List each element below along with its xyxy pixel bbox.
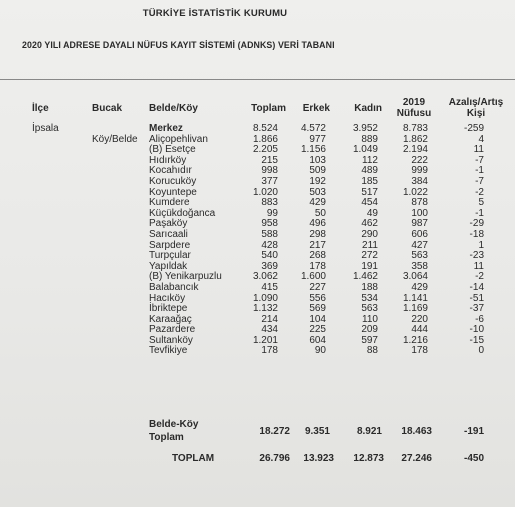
table-cell-kadin: 211 — [362, 239, 378, 251]
table-cell-toplam: 8.524 — [252, 123, 278, 134]
table-cell-toplam: 540 — [261, 250, 278, 262]
table-cell-erkek: 192 — [309, 175, 326, 187]
table-cell-name: Yapıldak — [149, 260, 188, 272]
table-cell-fark: -259 — [463, 123, 484, 134]
table-cell-n2019: 563 — [411, 250, 428, 262]
grand-total-kadin: 12.873 — [353, 453, 384, 464]
table-cell-kadin: 110 — [362, 313, 378, 325]
table-cell-fark: 11 — [473, 260, 484, 272]
table-cell-name: Küçükdoğanca — [149, 207, 216, 219]
table-cell-fark: -1 — [475, 207, 484, 219]
table-cell-kadin: 597 — [361, 334, 378, 346]
table-cell-erkek: 977 — [309, 133, 326, 145]
table-cell-erkek: 225 — [309, 324, 326, 336]
table-cell-toplam: 178 — [261, 345, 278, 357]
table-cell-toplam: 1.866 — [252, 133, 278, 145]
col-header-2019-line1: 2019 — [402, 97, 426, 108]
toplam-column — [236, 124, 278, 357]
col-header-bucak: Bucak — [92, 103, 123, 114]
table-cell-toplam: 958 — [261, 218, 278, 230]
belde-koy-column — [149, 124, 222, 357]
table-cell-fark: 4 — [478, 133, 484, 145]
belde-koy-total-kadin: 8.921 — [356, 426, 382, 437]
table-cell-n2019: 987 — [411, 218, 428, 230]
belde-koy-total-label-2: Toplam — [149, 432, 184, 443]
table-cell-toplam: 998 — [261, 165, 278, 177]
table-cell-name: Tevfikiye — [149, 345, 188, 357]
table-cell-kadin: 272 — [361, 250, 378, 262]
table-cell-n2019: 8.783 — [402, 123, 428, 134]
grand-total-fark: -450 — [463, 453, 484, 464]
table-cell-name: Hıdırköy — [149, 154, 187, 166]
table-cell-name: Paşaköy — [149, 218, 188, 230]
col-header-azalis-line1: Azalış/Artış — [448, 97, 504, 108]
table-cell-erkek: 217 — [309, 239, 326, 251]
col-header-azalis-line2: Kişi — [466, 108, 486, 119]
table-cell-n2019: 878 — [411, 197, 428, 209]
table-cell-n2019: 384 — [411, 175, 428, 187]
belde-koy-total-erkek: 9.351 — [304, 426, 330, 437]
table-cell-erkek: 268 — [309, 250, 326, 262]
table-cell-toplam: 434 — [261, 324, 278, 336]
table-cell-n2019: 1.216 — [402, 334, 428, 346]
table-cell-erkek: 429 — [309, 197, 326, 209]
table-cell-toplam: 99 — [266, 207, 278, 219]
col-header-ilce: İlçe — [32, 103, 49, 114]
col-header-kadin: Kadın — [354, 103, 382, 114]
grand-total-2019: 27.246 — [401, 453, 432, 464]
table-cell-kadin: 185 — [361, 175, 378, 187]
table-cell-erkek: 90 — [314, 345, 326, 357]
table-cell-erkek: 496 — [309, 218, 326, 230]
table-cell-kadin: 454 — [361, 197, 378, 209]
table-cell-kadin: 1.462 — [352, 271, 378, 283]
table-cell-fark: 5 — [478, 197, 484, 209]
table-cell-kadin: 889 — [361, 133, 378, 145]
table-cell-name: (B) Yenikarpuzlu — [149, 271, 222, 283]
table-cell-kadin: 188 — [361, 281, 378, 293]
table-cell-toplam: 588 — [261, 228, 278, 240]
table-cell-fark: -6 — [475, 313, 484, 325]
table-cell-toplam: 214 — [261, 313, 278, 325]
table-cell-kadin: 1.049 — [352, 144, 378, 156]
table-cell-fark: -2 — [475, 186, 484, 198]
table-cell-name: Koyuntepe — [149, 186, 197, 198]
table-cell-kadin: 462 — [361, 218, 378, 230]
table-cell-toplam: 1.090 — [252, 292, 278, 304]
table-cell-erkek: 50 — [314, 207, 326, 219]
table-cell-toplam: 415 — [261, 281, 278, 293]
table-cell-name: Balabancık — [149, 281, 199, 293]
table-cell-n2019: 222 — [411, 154, 428, 166]
table-cell-erkek: 298 — [309, 228, 326, 240]
table-cell-fark: 11 — [473, 144, 484, 156]
table-cell-toplam: 1.132 — [252, 303, 278, 315]
table-cell-fark: -15 — [469, 334, 484, 346]
table-cell-toplam: 3.062 — [252, 271, 278, 283]
table-cell-name: Hacıköy — [149, 292, 186, 304]
table-cell-n2019: 444 — [411, 324, 428, 336]
col-header-belde-koy: Belde/Köy — [149, 103, 198, 114]
table-cell-kadin: 191 — [361, 260, 378, 272]
table-cell-n2019: 999 — [411, 165, 428, 177]
table-cell-fark: -51 — [469, 292, 484, 304]
table-cell-name: İbriktepe — [149, 303, 188, 315]
table-cell-n2019: 1.862 — [402, 133, 428, 145]
table-cell-erkek: 569 — [309, 303, 326, 315]
table-cell-kadin: 112 — [362, 154, 378, 166]
grand-total-label: TOPLAM — [172, 453, 215, 464]
table-cell-erkek: 509 — [309, 165, 326, 177]
grand-total-erkek: 13.923 — [303, 453, 334, 464]
table-cell-n2019: 1.022 — [402, 186, 428, 198]
bucak-value: Köy/Belde — [92, 134, 138, 145]
kadin-column — [338, 124, 378, 357]
table-cell-toplam: 2.205 — [252, 144, 278, 156]
belde-koy-total-2019: 18.463 — [401, 426, 432, 437]
grand-total-toplam: 26.796 — [259, 453, 290, 464]
table-cell-n2019: 358 — [411, 260, 428, 272]
belde-koy-total-label-1: Belde-Köy — [149, 419, 199, 430]
azalis-artis-column — [440, 124, 484, 357]
table-cell-fark: -14 — [469, 281, 484, 293]
table-cell-fark: -29 — [469, 218, 484, 230]
table-cell-erkek: 4.572 — [300, 123, 326, 134]
table-cell-fark: -10 — [469, 324, 484, 336]
table-cell-fark: -7 — [475, 154, 484, 166]
table-cell-kadin: 290 — [361, 228, 378, 240]
table-cell-erkek: 1.156 — [300, 144, 326, 156]
table-cell-fark: 1 — [478, 239, 484, 251]
table-cell-name: Turpçular — [149, 250, 191, 262]
table-cell-erkek: 103 — [309, 154, 326, 166]
nufus-2019-column — [384, 124, 428, 357]
table-cell-kadin: 49 — [366, 207, 378, 219]
table-cell-toplam: 377 — [261, 175, 278, 187]
table-cell-n2019: 429 — [411, 281, 428, 293]
col-header-2019-line2: Nüfusu — [396, 108, 432, 119]
table-cell-fark: -37 — [469, 303, 484, 315]
table-cell-erkek: 178 — [309, 260, 326, 272]
belde-koy-total-fark: -191 — [463, 426, 484, 437]
erkek-column — [290, 124, 326, 357]
table-cell-n2019: 3.064 — [402, 271, 428, 283]
table-cell-name: Aliçopehlivan — [149, 133, 208, 145]
ilce-value: İpsala — [32, 123, 59, 134]
belde-koy-total-toplam: 18.272 — [259, 426, 290, 437]
table-cell-name: Kocahıdır — [149, 165, 192, 177]
table-cell-kadin: 563 — [361, 303, 378, 315]
table-cell-name: Sarıcaali — [149, 228, 188, 240]
table-cell-toplam: 428 — [261, 239, 278, 251]
table-subtitle: 2020 YILI ADRESE DAYALI NÜFUS KAYIT SİSTEMİ (ADNKS) VERİ TABANI — [22, 40, 335, 50]
table-cell-name: Merkez — [149, 123, 183, 134]
table-cell-toplam: 215 — [261, 154, 278, 166]
table-cell-name: Sultanköy — [149, 334, 193, 346]
table-cell-erkek: 604 — [309, 334, 326, 346]
table-cell-erkek: 556 — [309, 292, 326, 304]
table-cell-toplam: 883 — [261, 197, 278, 209]
table-cell-kadin: 489 — [361, 165, 378, 177]
table-cell-fark: -23 — [469, 250, 484, 262]
table-cell-n2019: 100 — [411, 207, 428, 219]
table-cell-kadin: 534 — [361, 292, 378, 304]
header-divider — [0, 79, 515, 80]
table-cell-n2019: 220 — [411, 313, 428, 325]
org-title: TÜRKİYE İSTATİSTİK KURUMU — [142, 8, 288, 19]
col-header-toplam: Toplam — [251, 103, 286, 114]
table-cell-fark: 0 — [478, 345, 484, 357]
table-cell-n2019: 606 — [411, 228, 428, 240]
table-cell-toplam: 1.201 — [252, 334, 278, 346]
table-cell-kadin: 209 — [361, 324, 378, 336]
table-cell-fark: -1 — [475, 165, 484, 177]
table-cell-name: Kumdere — [149, 197, 190, 209]
table-cell-kadin: 88 — [366, 345, 378, 357]
col-header-erkek: Erkek — [302, 103, 330, 114]
table-cell-n2019: 178 — [411, 345, 428, 357]
table-cell-fark: -7 — [475, 175, 484, 187]
table-cell-name: (B) Esetçe — [149, 144, 196, 156]
table-cell-n2019: 427 — [411, 239, 428, 251]
table-cell-toplam: 1.020 — [252, 186, 278, 198]
table-cell-toplam: 369 — [261, 260, 278, 272]
table-cell-erkek: 227 — [309, 281, 326, 293]
table-cell-fark: -18 — [469, 228, 484, 240]
table-cell-fark: -2 — [475, 271, 484, 283]
table-cell-n2019: 1.169 — [402, 303, 428, 315]
table-cell-n2019: 2.194 — [402, 144, 428, 156]
table-cell-name: Korucuköy — [149, 175, 197, 187]
table-cell-kadin: 517 — [361, 186, 378, 198]
table-cell-name: Pazardere — [149, 324, 196, 336]
table-cell-kadin: 3.952 — [352, 123, 378, 134]
table-cell-name: Karaağaç — [149, 313, 192, 325]
table-cell-name: Sarpdere — [149, 239, 191, 251]
table-cell-erkek: 1.600 — [300, 271, 326, 283]
table-cell-n2019: 1.141 — [402, 292, 428, 304]
table-cell-erkek: 503 — [309, 186, 326, 198]
table-cell-erkek: 104 — [309, 313, 326, 325]
